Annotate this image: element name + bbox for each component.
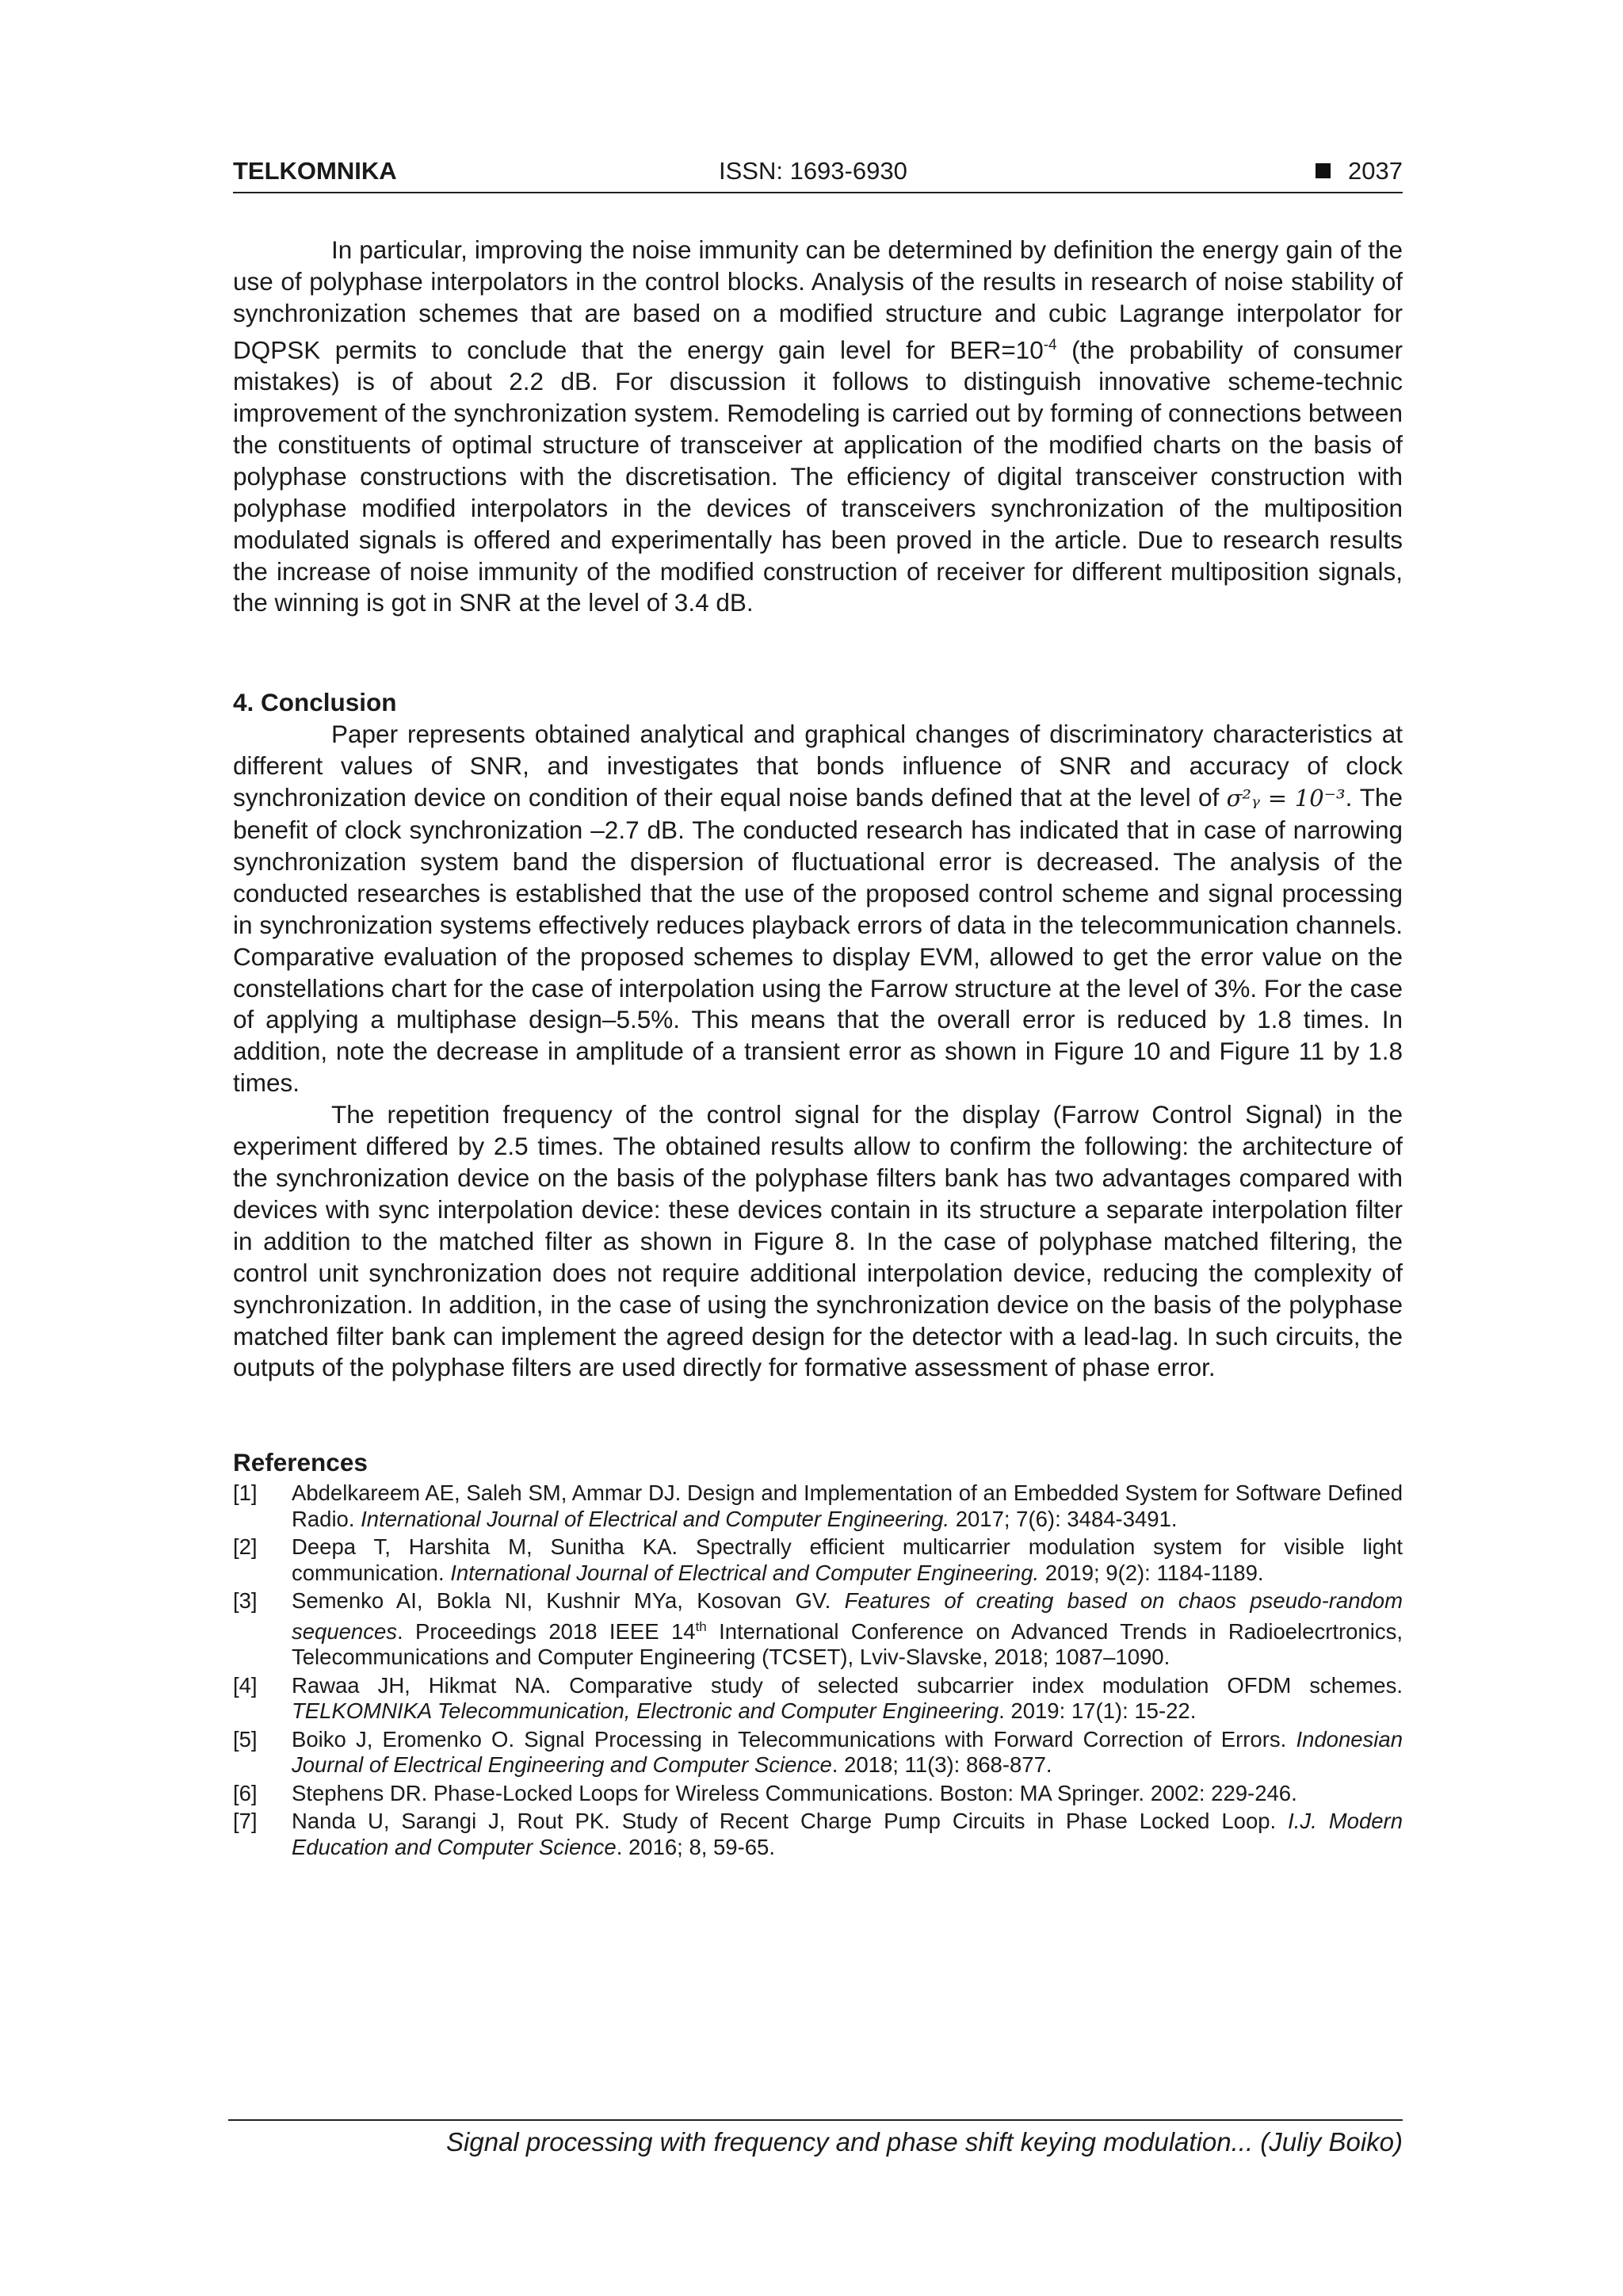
page-number-block xyxy=(1316,157,1403,185)
reference-text: Abdelkareem AE, Saleh SM, Ammar DJ. Design and Implementation of an Embedded System for Software Defined Radio. xyxy=(292,1480,1403,1531)
reference-item xyxy=(233,1727,1403,1778)
reference-text: Deepa T, Harshita M, Sunitha KA. Spectrally efficient multicarrier modulation system for visible light communication. xyxy=(292,1534,1403,1585)
reference-text: Stephens DR. Phase-Locked Loops for Wireless Communications. Boston: MA Springer. 2002: 229-246. xyxy=(292,1780,1297,1805)
reference-details: 2019; 9(2): 1184-1189. xyxy=(1039,1560,1264,1585)
intro-text-rest: (the probability of consumer mistakes) is of about 2.2 dB. For discussion it follows to distinguish innovative scheme-technic improvement of the synchronization system. Remodeling is carried out by forming of connections between the constituents of optimal structure of transceiver at application of the modified charts on the basis of polyphase constructions with the discretisation. The efficiency of digital transceiver construction with polyphase modified interpolators in the devices of transceivers synchronization of the multiposition modulated signals is offered and experimentally has been proved in the article. Due to research results the increase of noise immunity of the modified construction of receiver for different multiposition signals, the winning is got in SNR at the level of 3.4 dB. xyxy=(233,335,1403,617)
reference-number: [2] xyxy=(233,1534,258,1560)
issn: ISSN: 1693-6930 xyxy=(719,157,907,185)
references-heading: References xyxy=(233,1448,368,1477)
conclusion-paragraph-1 xyxy=(233,719,1403,1099)
reference-details: 2017; 7(6): 3484-3491. xyxy=(949,1506,1178,1531)
reference-number: [3] xyxy=(233,1588,258,1614)
reference-text: Nanda U, Sarangi J, Rout PK. Study of Recent Charge Pump Circuits in Phase Locked Loop. xyxy=(292,1809,1289,1834)
reference-item xyxy=(233,1673,1403,1725)
reference-number: [1] xyxy=(233,1480,258,1506)
reference-text: Boiko J, Eromenko O. Signal Processing in Telecommunications with Forward Correction of Errors. xyxy=(292,1726,1296,1752)
intro-text: In particular, improving the noise immunity can be determined by definition the energy gain of the use of polyphase interpolators in the control blocks. Analysis of the results in research of noise stability of synchronization schemes that are based on a modified structure and cubic Lagrange interpolator for DQPSK permits to conclude that the energy gain level for BER=10 xyxy=(233,235,1403,365)
reference-journal: International Journal of Electrical and Computer Engineering. xyxy=(361,1506,950,1531)
ber-exponent: -4 xyxy=(1043,336,1057,353)
conclusion-heading: 4. Conclusion xyxy=(233,688,397,717)
intro-paragraph xyxy=(233,235,1403,619)
reference-item xyxy=(233,1480,1403,1532)
main-body xyxy=(233,235,1403,1862)
reference-number: [5] xyxy=(233,1726,258,1752)
reference-title-italic: Features of creating based on chaos pseudo-random sequences xyxy=(292,1588,1403,1644)
reference-journal: International Journal of Electrical and Computer Engineering. xyxy=(450,1560,1040,1585)
references-list xyxy=(233,1480,1403,1860)
reference-number: [4] xyxy=(233,1672,258,1698)
reference-details: . Proceedings 2018 IEEE 14 xyxy=(397,1618,696,1644)
ordinal-suffix: th xyxy=(695,1618,707,1634)
reference-journal: Indonesian Journal of Electrical Engineering and Computer Science xyxy=(292,1726,1403,1778)
page-header xyxy=(233,155,1403,193)
page-number: 2037 xyxy=(1348,157,1403,185)
page-footer: Signal processing with frequency and phase shift keying modulation... (Juliy Boiko) xyxy=(228,2119,1403,2157)
reference-details: . 2019: 17(1): 15-22. xyxy=(999,1698,1197,1724)
reference-details: . 2018; 11(3): 868-877. xyxy=(831,1752,1052,1778)
square-bullet-icon xyxy=(1316,163,1331,178)
reference-item xyxy=(233,1588,1403,1671)
sigma-formula: σ²ᵧ = 10⁻³ xyxy=(1226,785,1346,812)
reference-journal: TELKOMNIKA Telecommunication, Electronic and Computer Engineering xyxy=(292,1698,999,1724)
reference-item xyxy=(233,1781,1403,1807)
reference-details: . 2016; 8, 59-65. xyxy=(616,1834,775,1859)
reference-text: Rawaa JH, Hikmat NA. Comparative study of selected subcarrier index modulation OFDM schemes. xyxy=(292,1672,1403,1698)
journal-name: TELKOMNIKA xyxy=(233,157,397,185)
reference-item xyxy=(233,1809,1403,1860)
reference-details-rest: International Conference on Advanced Trends in Radioelecrtronics, Telecommunications and Computer Engineering (TCSET), Lviv-Slavske, 2018; 1087–1090. xyxy=(292,1618,1403,1670)
conclusion-text-a: Paper represents obtained analytical and graphical changes of discriminatory characteristics at different values of SNR, and investigates that bonds influence of SNR and accuracy of clock synchronization device on condition of their equal noise bands defined that at the level of xyxy=(233,720,1403,812)
reference-text: Semenko AI, Bokla NI, Kushnir MYa, Kosovan GV. xyxy=(292,1588,845,1614)
conclusion-text-b: . The benefit of clock synchronization –2.7 dB. The conducted research has indicated that in case of narrowing synchronization system band the dispersion of fluctuational error is decreased. The analysis of the conducted researches is established that the use of the proposed control scheme and signal processing in synchronization systems effectively reduces playback errors of data in the telecommunication channels. Comparative evaluation of the proposed schemes to display EVM, allowed to get the error value on the constellations chart for the case of interpolation using the Farrow structure at the level of 3%. For the case of applying a multiphase design–5.5%. This means that the overall error is reduced by 1.8 times. In addition, note the decrease in amplitude of a transient error as shown in Figure 10 and Figure 11 by 1.8 times. xyxy=(233,783,1403,1098)
reference-number: [7] xyxy=(233,1809,258,1834)
reference-number: [6] xyxy=(233,1780,258,1805)
conclusion-paragraph-2: The repetition frequency of the control signal for the display (Farrow Control Signal) in the experiment differed by 2.5 times. The obtained results allow to confirm the following: the architecture of the synchronization device on the basis of the polyphase filters bank has two advantages compared with devices with sync interpolation device: these devices contain in its structure a separate interpolation filter in addition to the matched filter as shown in Figure 8. In the case of polyphase matched filtering, the control unit synchronization does not require additional interpolation device, reducing the complexity of synchronization. In addition, in the case of using the synchronization device on the basis of the polyphase matched filter bank can implement the agreed design for the detector with a lead-lag. In such circuits, the outputs of the polyphase filters are used directly for formative assessment of phase error. xyxy=(233,1100,1403,1382)
reference-item xyxy=(233,1534,1403,1586)
reference-journal: I.J. Modern Education and Computer Science xyxy=(292,1809,1403,1859)
